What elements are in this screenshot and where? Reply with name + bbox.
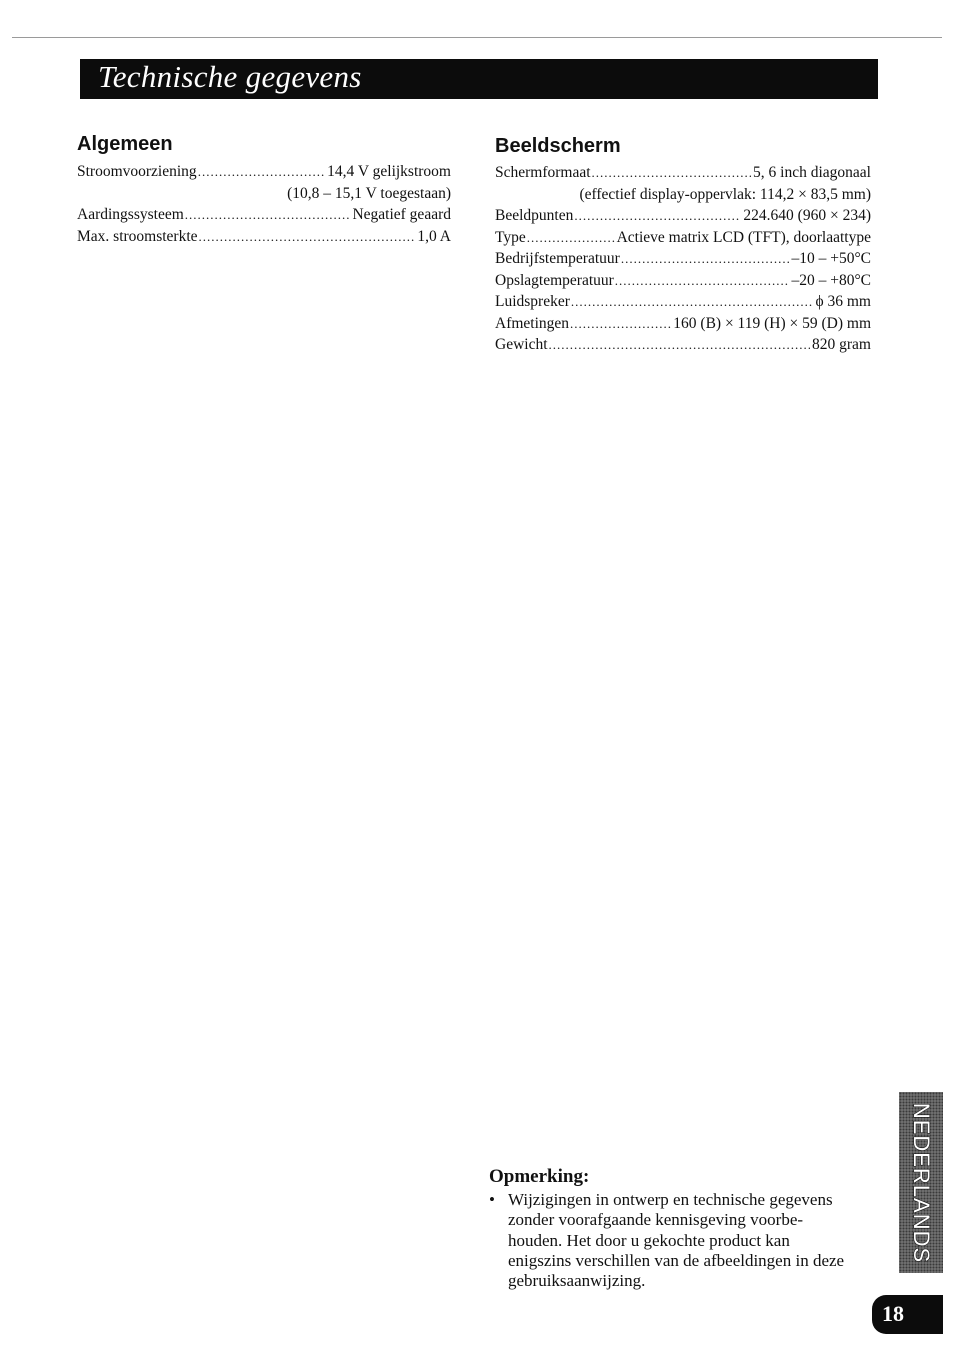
section-heading-algemeen: Algemeen	[77, 133, 173, 155]
spec-value: ϕ 36 mm	[815, 293, 871, 310]
spec-row	[495, 334, 871, 356]
dot-leader	[570, 313, 671, 335]
spec-label: Stroomvoorziening	[77, 163, 197, 180]
spec-row	[77, 161, 451, 183]
spec-row	[495, 313, 871, 335]
spec-label: Type	[495, 228, 526, 246]
spec-value: 1,0 A	[417, 227, 451, 245]
spec-row	[77, 204, 451, 226]
spec-row	[77, 226, 451, 248]
dot-leader	[549, 334, 811, 356]
spec-label: Afmetingen	[495, 314, 570, 332]
spec-label: Max. stroomsterkte	[77, 227, 198, 245]
section-heading-beeldscherm: Beeldscherm	[495, 135, 621, 157]
spec-value: 224.640 (960 × 234)	[743, 207, 871, 224]
spec-row	[495, 162, 871, 184]
bullet-icon: •	[489, 1190, 495, 1209]
spec-value: Negatief geaard	[352, 206, 451, 223]
spec-label: Schermformaat	[495, 164, 591, 181]
dot-leader	[198, 161, 325, 183]
dot-leader	[592, 162, 752, 184]
spec-value: 5, 6 inch diagonaal	[753, 164, 871, 181]
spec-row	[495, 248, 871, 270]
page-number: 18	[882, 1301, 904, 1326]
dot-leader	[185, 204, 351, 226]
spec-row	[495, 270, 871, 292]
spec-row	[495, 227, 871, 249]
spec-label: Beeldpunten	[495, 207, 574, 224]
note-body	[489, 1190, 879, 1291]
page-title: Technische gegevens	[98, 59, 362, 94]
spec-label: Luidspreker	[495, 293, 570, 310]
note-text: Wijzigingen in ontwerp en technische gegevens zonder voorafgaande kennisgeving voorbe- houden. Het door u gekochte product kan enigszins verschillen van de afbeeldingen in deze gebruiksaanwijzing.	[508, 1190, 845, 1291]
dot-leader	[571, 291, 814, 313]
dot-leader	[199, 226, 416, 248]
dot-leader	[574, 205, 741, 227]
dot-leader	[527, 227, 615, 249]
title-banner	[80, 59, 878, 99]
note-heading: Opmerking:	[489, 1166, 590, 1187]
language-tab	[899, 1092, 943, 1273]
language-tab-label: NEDERLANDS	[909, 1102, 934, 1263]
spec-value: Actieve matrix LCD (TFT), doorlaattype	[616, 228, 871, 246]
spec-value-continuation: (10,8 – 15,1 V toegestaan)	[287, 184, 451, 202]
spec-value: 14,4 V gelijkstroom	[327, 163, 451, 180]
spec-row	[495, 205, 871, 227]
dot-leader	[615, 270, 790, 292]
spec-value: 820 gram	[812, 336, 871, 353]
page-number-badge	[872, 1295, 943, 1334]
spec-list-beeldscherm	[495, 162, 871, 356]
spec-label: Gewicht	[495, 336, 548, 353]
spec-value-continuation: (effectief display-oppervlak: 114,2 × 83,5 mm)	[579, 185, 871, 203]
spec-row	[495, 291, 871, 313]
dot-leader	[621, 248, 790, 270]
spec-label: Bedrijfstemperatuur	[495, 250, 620, 267]
spec-list-algemeen	[77, 161, 451, 247]
spec-label: Opslagtemperatuur	[495, 271, 614, 289]
top-rule	[12, 37, 942, 38]
spec-value: 160 (B) × 119 (H) × 59 (D) mm	[673, 314, 871, 332]
spec-value: –20 – +80°C	[791, 271, 871, 289]
spec-label: Aardingssysteem	[77, 206, 184, 223]
spec-value: –10 – +50°C	[791, 250, 871, 267]
